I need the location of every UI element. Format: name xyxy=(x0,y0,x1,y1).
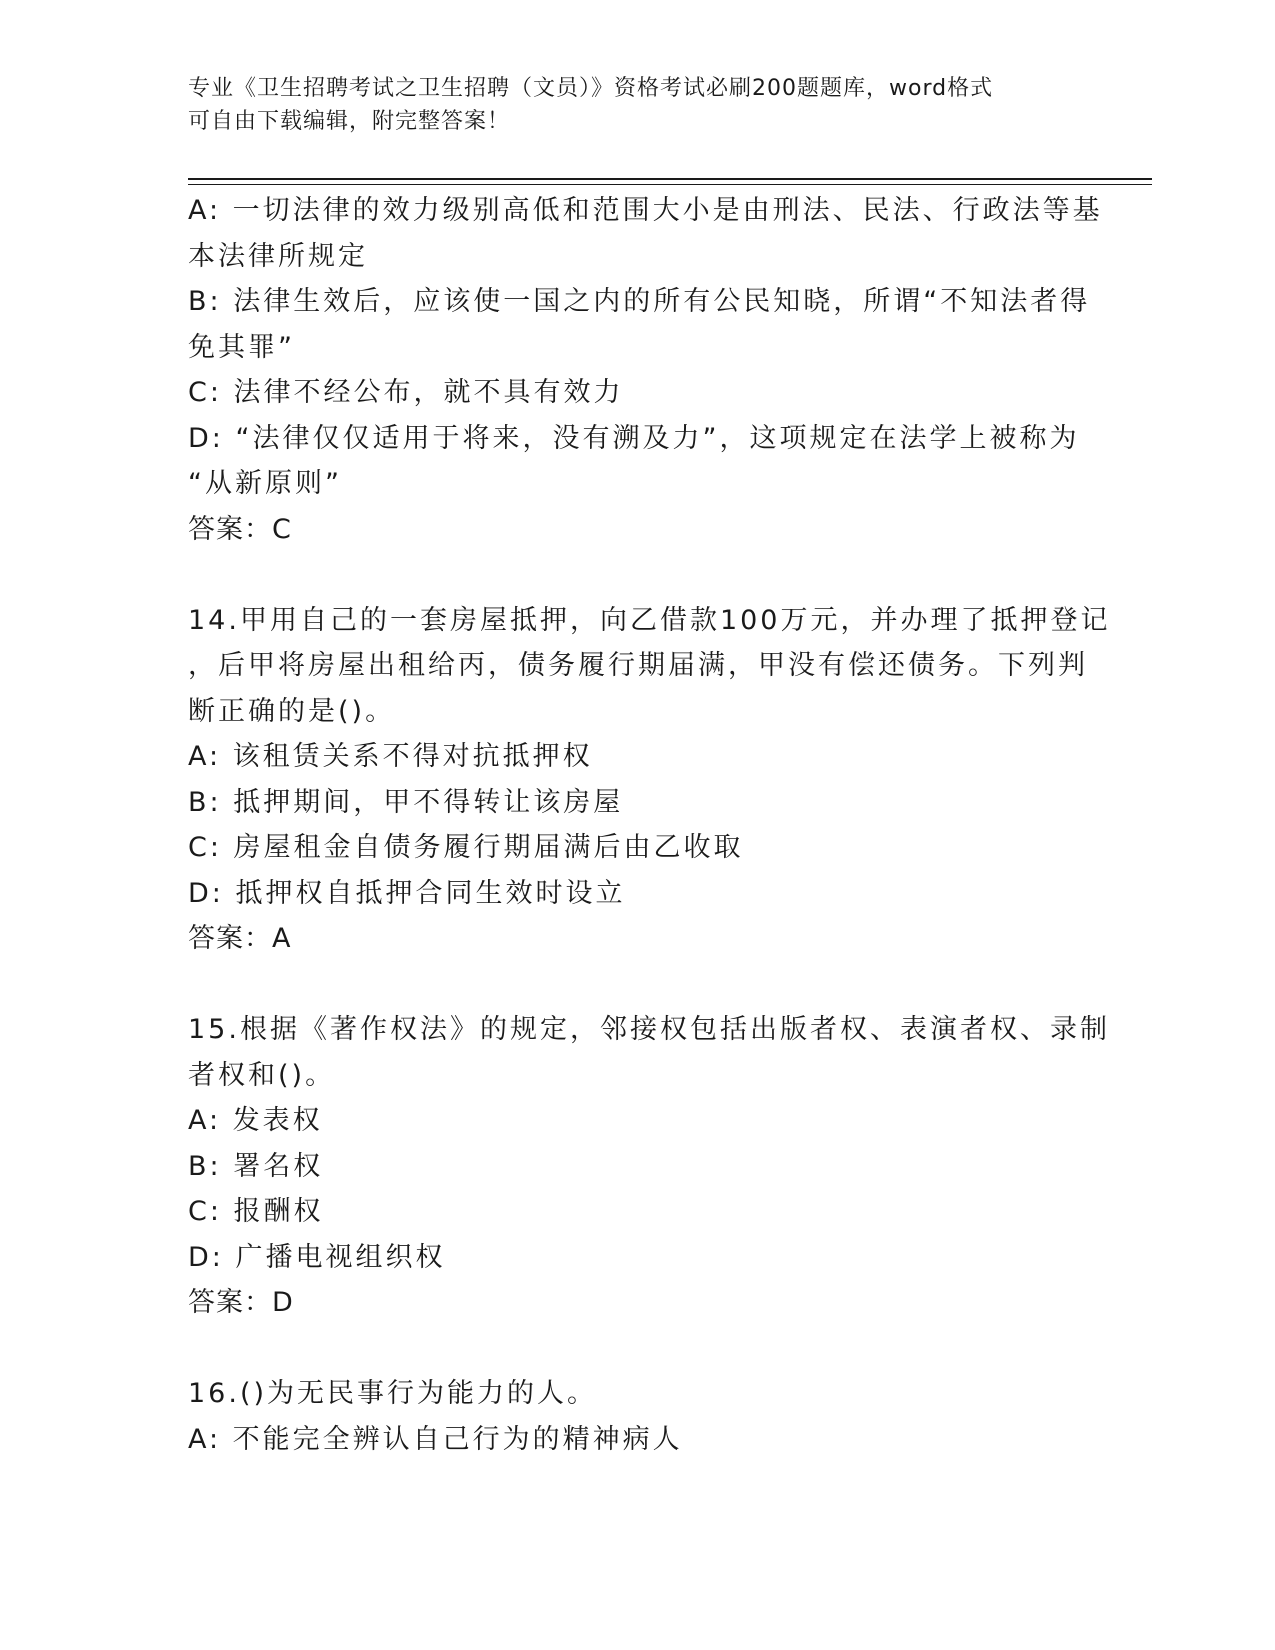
option-b: B: 署名权 xyxy=(188,1150,324,1182)
option-c: C: 法律不经公布，就不具有效力 xyxy=(188,377,624,408)
option-a: A: 不能完全辨认自己行为的精神病人 xyxy=(188,1423,683,1455)
question-stem-line-2: ，后甲将房屋出租给丙，债务履行期届满，甲没有偿还债务。下列判 xyxy=(188,650,1088,681)
option-b-line-2: 免其罪” xyxy=(188,331,295,363)
option-a: A: 该租赁关系不得对抗抵押权 xyxy=(188,741,593,772)
option-a-line-1: A: 一切法律的效力级别高低和范围大小是由刑法、民法、行政法等基 xyxy=(188,195,1103,226)
header-divider-thin xyxy=(188,184,1152,185)
question-stem-line-3: 断正确的是()。 xyxy=(188,695,396,727)
question-15 xyxy=(188,1007,1110,1326)
question-16 xyxy=(188,1371,1078,1462)
option-a: A: 发表权 xyxy=(188,1105,323,1136)
option-d-line-1: D: “法律仅仅适用于将来，没有溯及力”，这项规定在法学上被称为 xyxy=(188,422,1080,454)
document-header xyxy=(188,72,1068,138)
answer: 答案：D xyxy=(188,1287,294,1318)
spacer xyxy=(188,552,1078,598)
answer: 答案：A xyxy=(188,923,292,954)
spacer xyxy=(188,1326,1078,1372)
question-list xyxy=(188,188,1111,1462)
option-b-line-1: B: 法律生效后，应该使一国之内的所有公民知晓，所谓“不知法者得 xyxy=(188,286,1091,317)
option-a-line-2: 本法律所规定 xyxy=(188,240,368,272)
question-stem-line-2: 者权和()。 xyxy=(188,1059,336,1091)
header-title-line-1: 专业《卫生招聘考试之卫生招聘（文员）》资格考试必刷200题题库，word格式 xyxy=(188,76,994,101)
question-13 xyxy=(188,188,1103,552)
question-stem-line-1: 16.()为无民事行为能力的人。 xyxy=(188,1378,598,1409)
option-c: C: 报酬权 xyxy=(188,1196,324,1227)
option-c: C: 房屋租金自债务履行期届满后由乙收取 xyxy=(188,832,744,863)
option-d: D: 抵押权自抵押合同生效时设立 xyxy=(188,877,626,909)
option-d-line-2: “从新原则” xyxy=(188,468,342,499)
question-stem-line-1: 14.甲用自己的一套房屋抵押，向乙借款100万元，并办理了抵押登记 xyxy=(188,604,1111,636)
spacer xyxy=(188,962,1078,1008)
answer: 答案：C xyxy=(188,513,292,545)
question-stem-line-1: 15.根据《著作权法》的规定，邻接权包括出版者权、表演者权、录制 xyxy=(188,1014,1110,1045)
option-b: B: 抵押期间，甲不得转让该房屋 xyxy=(188,786,624,818)
question-14 xyxy=(188,598,1111,962)
header-divider-thick xyxy=(188,178,1152,180)
header-title-line-2: 可自由下载编辑，附完整答案！ xyxy=(188,109,511,134)
option-d: D: 广播电视组织权 xyxy=(188,1241,446,1273)
